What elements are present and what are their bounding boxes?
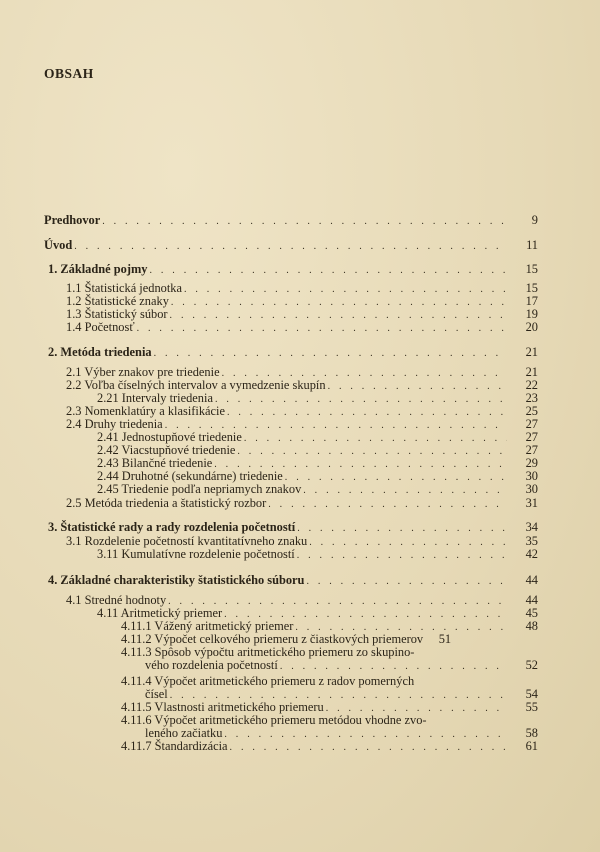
toc-entry-page: 27 xyxy=(525,417,538,431)
toc-entry-label: 2.21 Intervaly triedenia xyxy=(97,391,213,405)
toc-entry-label: 2.3 Nomenklatúry a klasifikácie xyxy=(66,404,225,418)
toc-leader-dots xyxy=(154,347,507,361)
toc-entry-page: 29 xyxy=(525,456,538,470)
toc-entry-page: 42 xyxy=(525,547,538,561)
toc-entry-label: 4. Základné charakteristiky štatistického súboru xyxy=(48,573,305,587)
toc-entry-label: Úvod xyxy=(44,238,73,252)
toc-entry-label: 3. Štatistické rady a rady rozdelenia početností xyxy=(48,520,296,534)
toc-entry xyxy=(66,320,538,334)
toc-entry xyxy=(97,456,538,470)
toc-entry-page: 30 xyxy=(525,469,538,483)
toc-entry xyxy=(66,294,538,308)
toc-entry-label: 4.1 Stredné hodnoty xyxy=(66,593,167,607)
toc-entry-label: čísel xyxy=(145,687,168,701)
toc-chapter-2 xyxy=(48,345,538,359)
toc-entry-page: 25 xyxy=(525,404,538,418)
toc-leader-dots xyxy=(102,215,507,229)
toc-entry-page: 27 xyxy=(525,443,538,457)
toc-entry xyxy=(66,593,538,607)
toc-entry-label: 4.11.5 Vlastnosti aritmetického priemeru xyxy=(121,700,324,714)
toc-entry-label: 1.4 Početnosť xyxy=(66,320,135,334)
toc-entry-predhovor xyxy=(44,213,538,227)
toc-entry-label: 2. Metóda triedenia xyxy=(48,345,152,359)
toc-entry-uvod xyxy=(44,238,538,252)
toc-leader-dots xyxy=(280,660,507,674)
toc-entry-page: 35 xyxy=(525,534,538,548)
toc-entry-label: 4.11 Aritmetický priemer xyxy=(97,606,223,620)
toc-entry-page: 55 xyxy=(525,700,538,714)
toc-entry-label: 4.11.1 Vážený aritmetický priemer xyxy=(121,619,294,633)
toc-entry-page: 15 xyxy=(525,281,538,295)
toc-entry-label: 3.11 Kumulatívne rozdelenie početností xyxy=(97,547,295,561)
toc-entry-label: 2.42 Viacstupňové triedenie xyxy=(97,443,236,457)
toc-leader-dots xyxy=(297,549,507,563)
toc-entry-label: 4.11.2 Výpočet celkového priemeru z čiastkových priemerov xyxy=(121,632,424,646)
toc-entry-label: 2.4 Druhy triedenia xyxy=(66,417,163,431)
toc-entry-page: 34 xyxy=(525,520,538,534)
toc-entry-page: 11 xyxy=(526,238,538,252)
toc-entry xyxy=(97,547,538,561)
toc-entry-page: 17 xyxy=(525,294,538,308)
toc-entry-page: 44 xyxy=(525,573,538,587)
toc-entry xyxy=(97,391,538,405)
toc-entry-label: 2.2 Voľba číselných intervalov a vymedzenie skupín xyxy=(66,378,326,392)
toc-entry-label: 2.43 Bilančné triedenie xyxy=(97,456,213,470)
toc-entry xyxy=(66,307,538,321)
toc-chapter-1 xyxy=(48,262,538,276)
toc-entry-label: 4.11.6 Výpočet aritmetického priemeru metódou vhodne zvo- xyxy=(121,713,427,727)
toc-entry-page: 58 xyxy=(525,726,538,740)
page-heading: OBSAH xyxy=(44,66,94,81)
toc-entry xyxy=(145,658,538,672)
toc-entry-page: 45 xyxy=(525,606,538,620)
toc-entry-page: 23 xyxy=(525,391,538,405)
toc-entry xyxy=(66,417,538,431)
toc-entry-page: 44 xyxy=(525,593,538,607)
toc-leader-dots xyxy=(268,498,507,512)
toc-entry-label: 2.44 Druhotné (sekundárne) triedenie xyxy=(97,469,283,483)
toc-entry xyxy=(97,430,538,444)
toc-entry xyxy=(121,739,538,753)
toc-entry-page: 61 xyxy=(525,739,538,753)
toc-entry-page: 54 xyxy=(525,687,538,701)
toc-entry xyxy=(121,700,538,714)
toc-entry-page: 27 xyxy=(525,430,538,444)
toc-entry-page: 20 xyxy=(525,320,538,334)
toc-entry xyxy=(97,482,538,496)
toc-entry-label: 1.3 Štatistický súbor xyxy=(66,307,168,321)
toc-entry xyxy=(66,496,538,510)
toc-entry-page: 31 xyxy=(525,496,538,510)
toc-entry xyxy=(66,365,538,379)
toc-leader-dots xyxy=(137,322,507,336)
toc-entry-label: 2.5 Metóda triedenia a štatistický rozbor xyxy=(66,496,267,510)
toc-entry-page: 52 xyxy=(525,658,538,672)
toc-entry-label: 2.1 Výber znakov pre triedenie xyxy=(66,365,220,379)
toc-entry-label: 3.1 Rozdelenie početností kvantitatívneho znaku xyxy=(66,534,308,548)
toc-entry-page: 48 xyxy=(525,619,538,633)
toc-entry-label: 1.1 Štatistická jednotka xyxy=(66,281,182,295)
toc-entry-label: 1.2 Štatistické znaky xyxy=(66,294,169,308)
toc-entry-page: 15 xyxy=(525,262,538,276)
toc-entry xyxy=(66,281,538,295)
toc-entry xyxy=(97,469,538,483)
toc-entry-label: 4.11.7 Štandardizácia xyxy=(121,739,228,753)
toc-entry-label: 1. Základné pojmy xyxy=(48,262,148,276)
toc-entry xyxy=(145,726,538,740)
toc-leader-dots xyxy=(74,240,507,254)
toc-entry xyxy=(121,619,538,633)
toc-entry-page: 21 xyxy=(525,345,538,359)
toc-entry-page: 21 xyxy=(525,365,538,379)
toc-leader-dots xyxy=(306,575,507,589)
toc-entry-page: 19 xyxy=(525,307,538,321)
toc-entry-page: 30 xyxy=(525,482,538,496)
toc-chapter-3 xyxy=(48,520,538,534)
toc-entry-page: 9 xyxy=(531,213,538,227)
toc-leader-dots xyxy=(150,264,508,278)
toc-entry-label: 4.11.4 Výpočet aritmetického priemeru z radov pomerných xyxy=(121,674,415,688)
toc-entry-page: 22 xyxy=(525,378,538,392)
toc-entry-label: 2.41 Jednostupňové triedenie xyxy=(97,430,242,444)
toc-entry-label: leného začiatku xyxy=(145,726,223,740)
toc-chapter-4 xyxy=(48,573,538,587)
toc-entry xyxy=(145,687,538,701)
toc-entry-label: Predhovor xyxy=(44,213,101,227)
toc-entry xyxy=(66,534,538,548)
toc-leader-dots xyxy=(230,741,507,755)
toc-entry-label: 4.11.3 Spôsob výpočtu aritmetického priemeru zo skupino- xyxy=(121,645,415,659)
toc-entry xyxy=(66,378,538,392)
toc-entry xyxy=(121,632,538,646)
toc-entry xyxy=(97,606,538,620)
toc-entry xyxy=(97,443,538,457)
toc-entry xyxy=(66,404,538,418)
toc-entry-label: vého rozdelenia početností xyxy=(145,658,278,672)
toc-entry-label: 2.45 Triedenie podľa nepriamych znakov xyxy=(97,482,302,496)
toc-entry-page: 51 xyxy=(438,632,452,646)
